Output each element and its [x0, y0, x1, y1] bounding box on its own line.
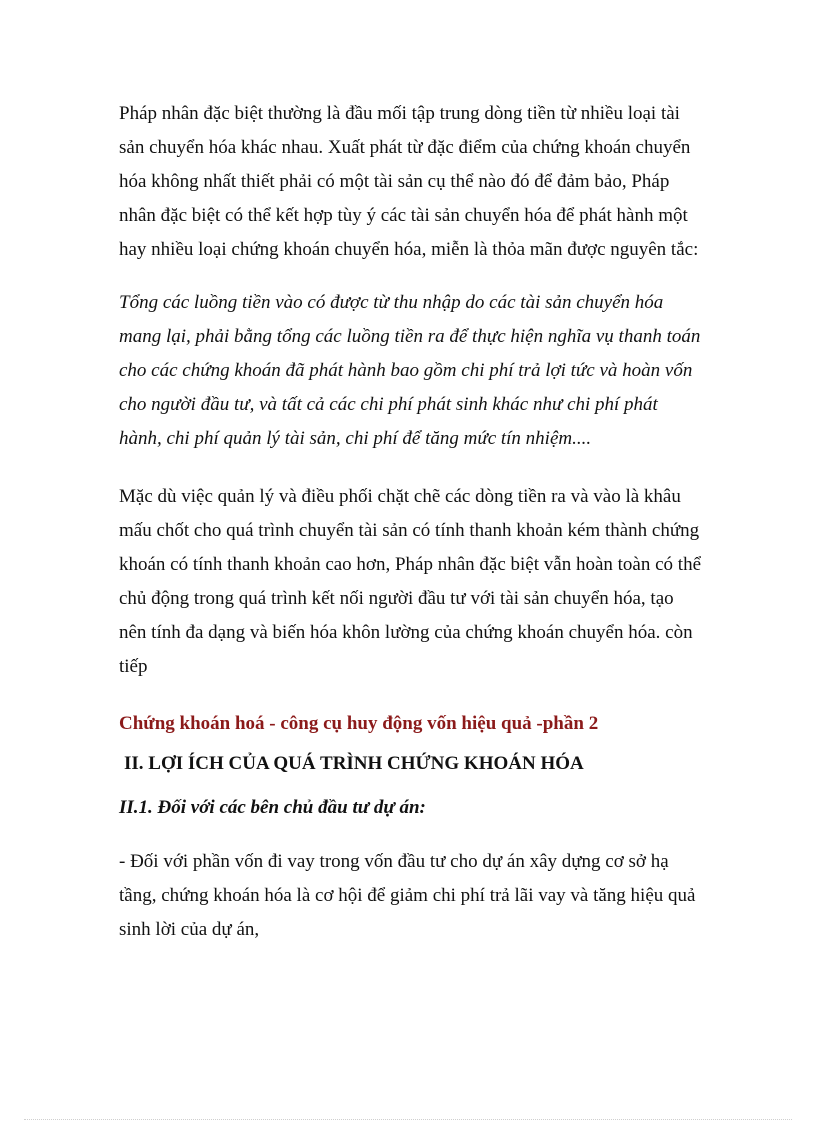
paragraph-line: Tổng các luồng tiền vào có được từ thu nhập do các tài sản chuyển hóa	[119, 292, 664, 313]
paragraph-line: cho người đầu tư, và tất cả các chi phí phát sinh khác như chi phí phát	[119, 394, 658, 415]
page-bottom-divider	[24, 1119, 792, 1120]
paragraph-investor-benefit	[119, 845, 699, 947]
paragraph-line: sinh lời của dự án,	[119, 919, 260, 940]
paragraph-line: hành, chi phí quản lý tài sản, chi phí để tăng mức tín nhiệm....	[119, 428, 592, 449]
paragraph-line: khoán có tính thanh khoản cao hơn, Pháp nhân đặc biệt vẫn hoàn toàn có thể	[119, 554, 701, 575]
article-title-heading: Chứng khoán hoá - công cụ huy động vốn hiệu quả -phần 2	[119, 713, 599, 734]
paragraph-line: nhân đặc biệt có thể kết hợp tùy ý các tài sản chuyển hóa để phát hành một	[119, 205, 688, 226]
paragraph-line: mấu chốt cho quá trình chuyển tài sản có tính thanh khoản kém thành chứng	[119, 520, 700, 541]
paragraph-line: Mặc dù việc quản lý và điều phối chặt chẽ các dòng tiền ra và vào là khâu	[119, 486, 681, 507]
paragraph-line: tiếp	[119, 656, 148, 677]
paragraph-line: chủ động trong quá trình kết nối người đầu tư với tài sản chuyển hóa, tạo	[119, 588, 674, 609]
paragraph-line: sản chuyển hóa khác nhau. Xuất phát từ đặc điểm của chứng khoán chuyển	[119, 137, 691, 158]
paragraph-line: hóa không nhất thiết phải có một tài sản cụ thể nào đó để đảm bảo, Pháp	[119, 171, 670, 192]
paragraph-line: - Đối với phần vốn đi vay trong vốn đầu tư cho dự án xây dựng cơ sở hạ	[119, 851, 669, 872]
paragraph-legal-entity	[119, 97, 699, 267]
paragraph-line: nên tính đa dạng và biến hóa khôn lường của chứng khoán chuyển hóa. còn	[119, 622, 693, 643]
paragraph-line: mang lại, phải bằng tổng các luồng tiền ra để thực hiện nghĩa vụ thanh toán	[119, 326, 701, 347]
paragraph-line: tầng, chứng khoán hóa là cơ hội để giảm chi phí trả lãi vay và tăng hiệu quả	[119, 885, 696, 906]
subsection-heading: II.1. Đối với các bên chủ đầu tư dự án:	[119, 797, 426, 818]
paragraph-line: Pháp nhân đặc biệt thường là đầu mối tập trung dòng tiền từ nhiều loại tài	[119, 103, 680, 124]
section-heading: II. LỢI ÍCH CỦA QUÁ TRÌNH CHỨNG KHOÁN HÓA	[124, 753, 584, 774]
paragraph-line: cho các chứng khoán đã phát hành bao gồm chi phí trả lợi tức và hoàn vốn	[119, 360, 693, 381]
paragraph-line: hay nhiều loại chứng khoán chuyển hóa, miễn là thỏa mãn được nguyên tắc:	[119, 239, 699, 260]
paragraph-principle-italic	[119, 286, 699, 456]
paragraph-cash-flow-management	[119, 480, 699, 684]
